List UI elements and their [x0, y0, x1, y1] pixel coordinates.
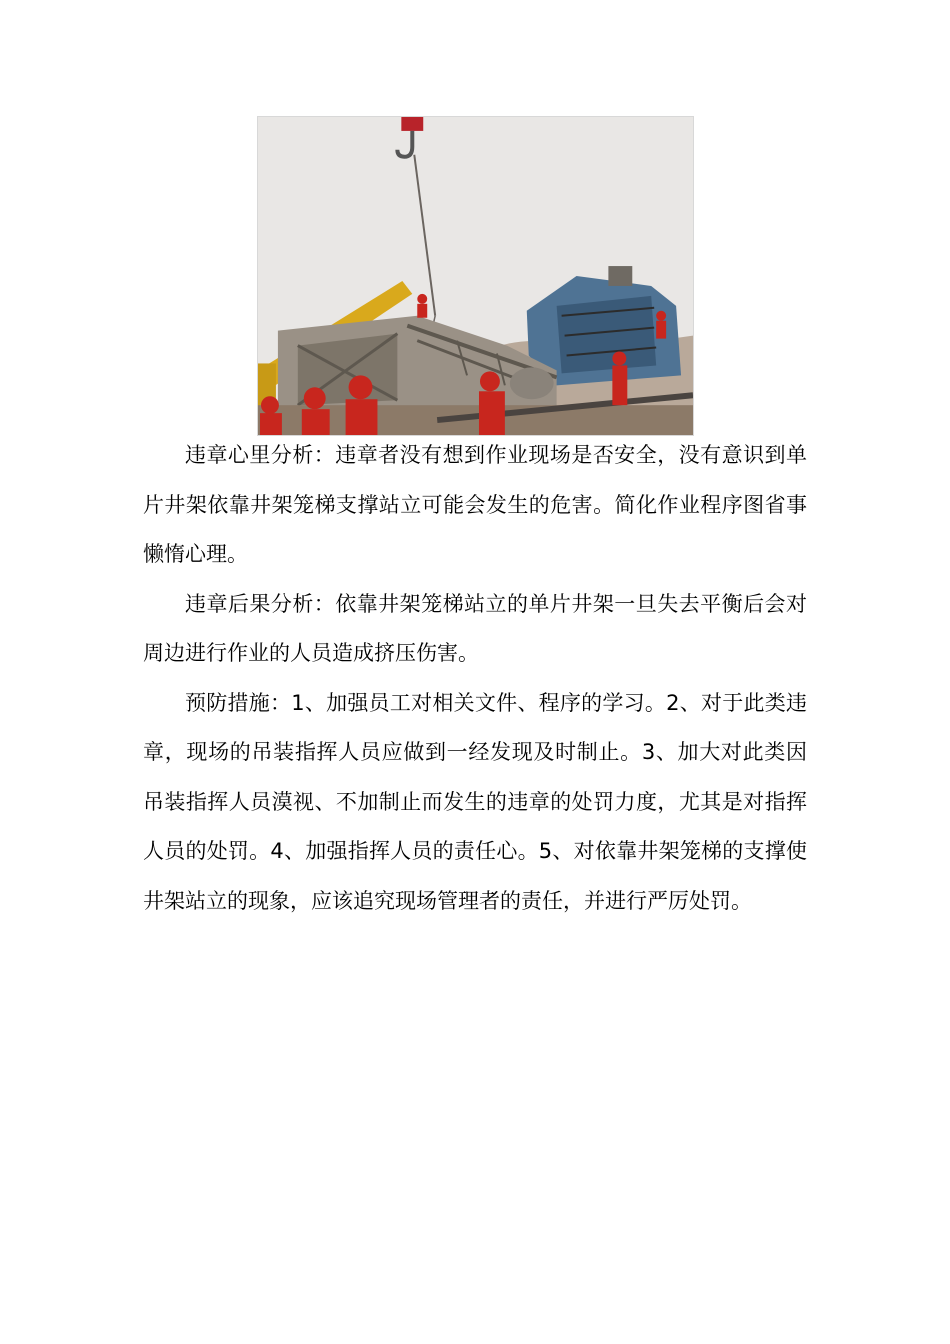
paragraph-text: 1、加强员工对相关文件、程序的学习。2、对于此类违章，现场的吊装指挥人员应做到一经发现及时制止。3、加大对此类因吊装指挥人员漠视、不加制止而发生的违章的处罚力度，尤其是对指挥人员的处罚。4、加强指挥人员的责任心。5、对依靠井架笼梯的支撑使井架站立的现象，应该追究现场管理者的责任，并进行严厉处罚。 — [143, 690, 807, 913]
paragraph-text: 依靠井架笼梯站立的单片井架一旦失去平衡后会对周边进行作业的人员造成挤压伤害。 — [143, 591, 807, 665]
paragraph-violation-consequence — [143, 580, 807, 679]
site-photo — [257, 116, 694, 436]
paragraph-label: 违章心里分析： — [185, 443, 336, 467]
document-body — [143, 431, 807, 926]
winch-drum — [510, 367, 554, 399]
paragraph-label: 违章后果分析： — [185, 591, 336, 616]
paragraph-label: 预防措施： — [185, 690, 292, 715]
paragraph-violation-psychology — [143, 431, 807, 580]
paragraph-preventive-measures — [143, 679, 807, 927]
rig-site-illustration — [258, 117, 693, 435]
paragraph-text: 违章者没有想到作业现场是否安全，没有意识到单片井架依靠井架笼梯支撑站立可能会发生的危害。简化作业程序图省事懒惰心理。 — [143, 443, 807, 566]
